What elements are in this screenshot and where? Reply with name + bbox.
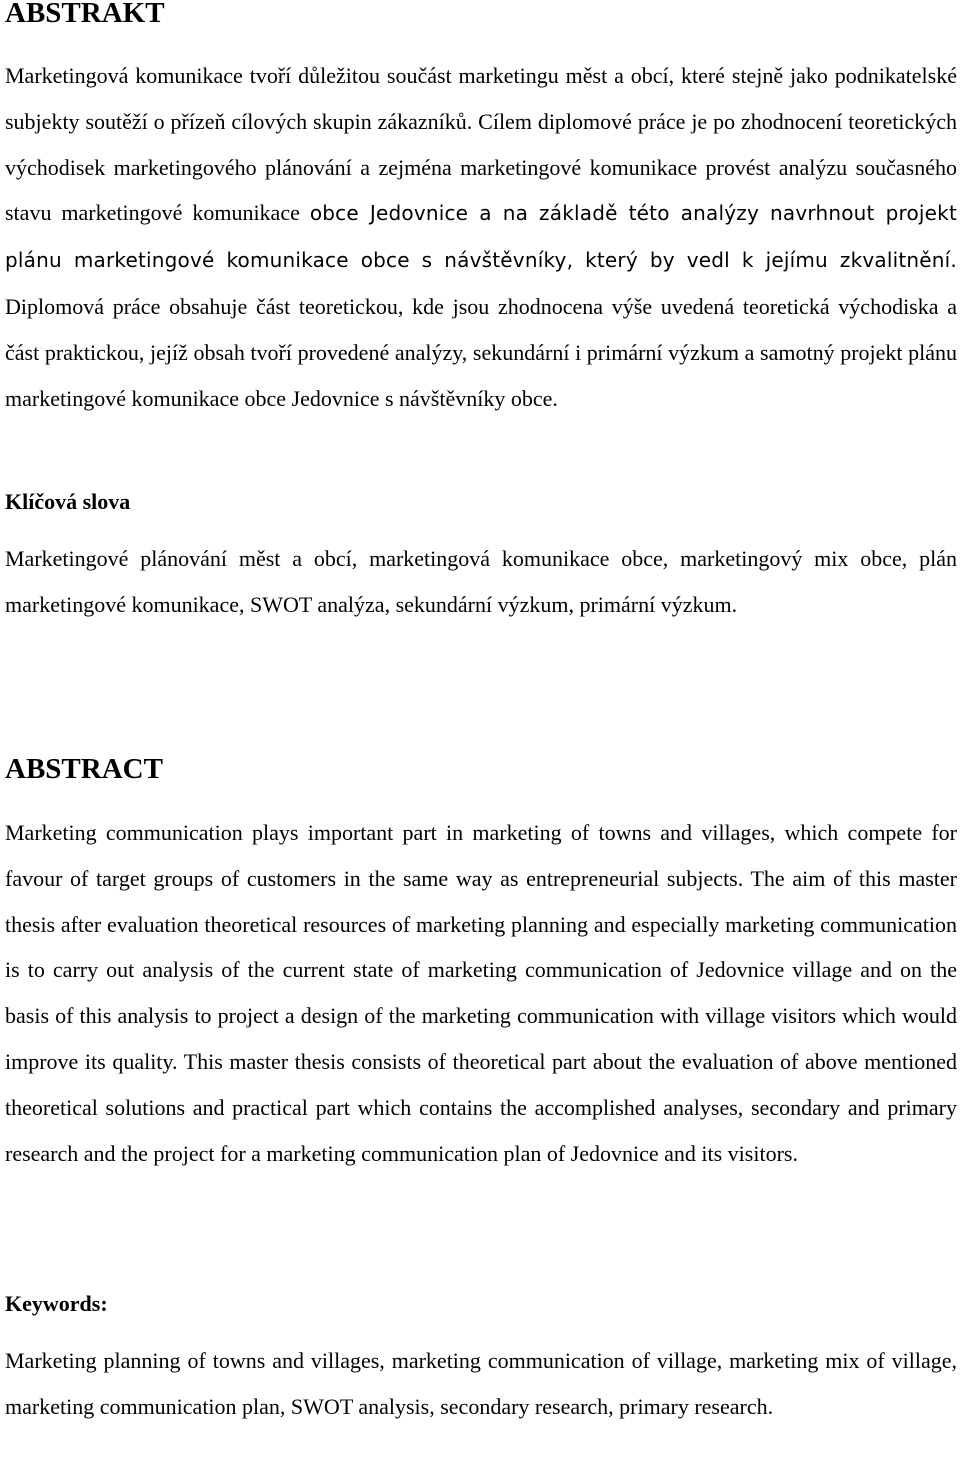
keywords-heading: Keywords: bbox=[5, 1291, 108, 1316]
abstrakt-paragraph bbox=[5, 53, 957, 421]
klicova-slova-heading: Klíčová slova bbox=[5, 489, 131, 514]
keywords-text: Marketing planning of towns and villages, marketing communication of village, marketing mix of village, marketing communication plan, SWOT analysis, secondary research, primary research. bbox=[5, 1348, 957, 1419]
abstrakt-paragraph-start: Marketingová komunikace tvoří důležitou součást marketingu měst a obcí, které stejně jako podnikatelské subjekty soutěží o přízeň cílových skupin zákazníků. Cílem diplomové práce je po zhodnocení teoretických východisek marketingového plánování a zejména marketingové komunikace provést analýzu současného stavu marketingové komunikace bbox=[5, 63, 957, 226]
abstract-paragraph: Marketing communication plays important part in marketing of towns and villages, which compete for favour of target groups of customers in the same way as entrepreneurial subjects. The aim of this master thesis after evaluation theoretical resources of marketing planning and especially marketing communication is to carry out analysis of the current state of marketing communication of Jedovnice village and on the basis of this analysis to project a design of the marketing communication with village visitors which would improve its quality. This master thesis consists of theoretical part about the evaluation of above mentioned theoretical solutions and practical part which contains the accomplished analyses, secondary and primary research and the project for a marketing communication plan of Jedovnice and its visitors. bbox=[5, 820, 957, 1166]
klicova-slova-text: Marketingové plánování měst a obcí, marketingová komunikace obce, marketingový mix obce, plán marketingové komunikace, SWOT analýza, sekundární výzkum, primární výzkum. bbox=[5, 546, 957, 617]
abstract-heading: ABSTRACT bbox=[5, 753, 163, 785]
abstrakt-paragraph-middle: obce Jedovnice a na základě této analýzy navrhnout projekt plánu marketingové komunikace obce s návštěvníky, který by vedl k jejímu zkvalitnění. bbox=[5, 201, 957, 273]
abstrakt-paragraph-end: Diplomová práce obsahuje část teoretickou, kde jsou zhodnocena výše uvedená teoretická východiska a část praktickou, jejíž obsah tvoří provedené analýzy, sekundární i primární výzkum a samotný projekt plánu marketingové komunikace obce Jedovnice s návštěvníky obce. bbox=[5, 293, 957, 411]
abstrakt-heading: ABSTRAKT bbox=[5, 0, 165, 29]
